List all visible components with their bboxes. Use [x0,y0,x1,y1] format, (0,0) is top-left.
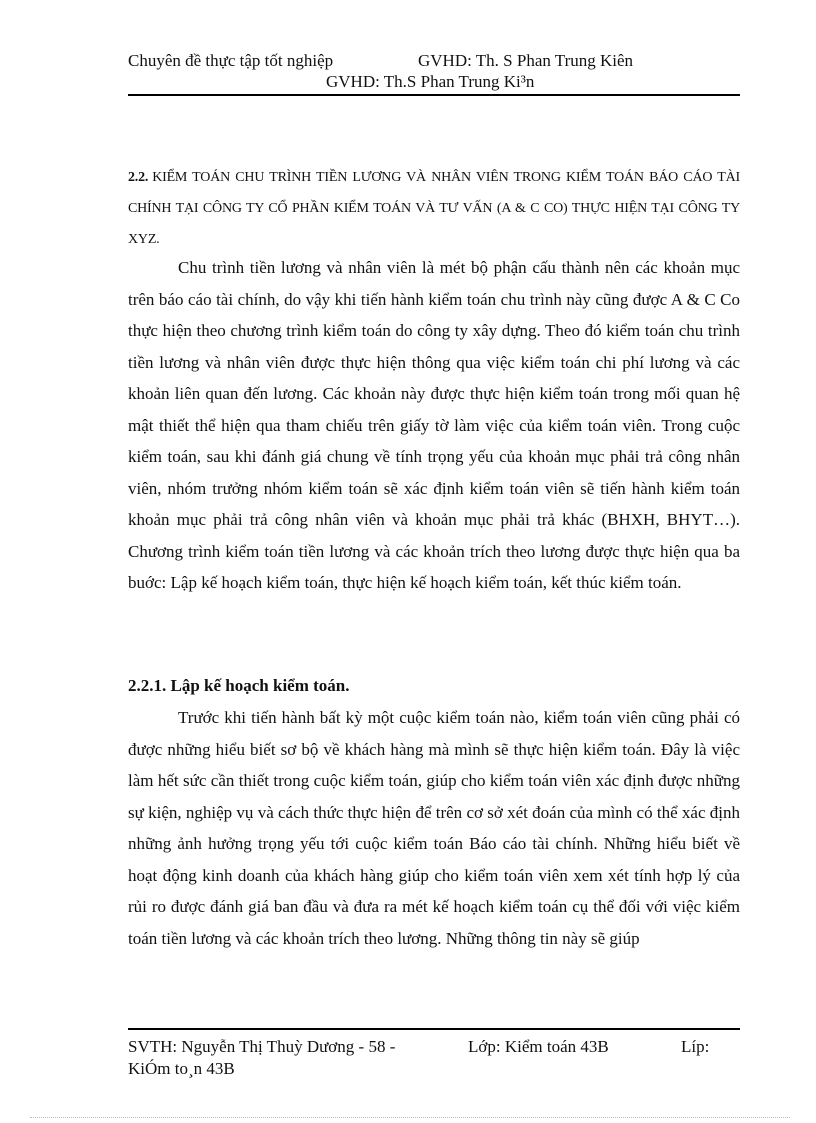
footer-row-2 [128,1058,740,1080]
footer-row-1 [128,1036,740,1058]
section-title: KIỂM TOÁN CHU TRÌNH TIỀN LƯƠNG VÀ NHÂN VIÊN TRONG KIỂM TOÁN BÁO CÁO TÀI CHÍNH TẠI CÔNG TY CỔ PHẦN KIỂM TOÁN VÀ TƯ VẤN (A & C CO) THỰC HIỆN TẠI CÔNG TY XYZ. [128,170,740,247]
body-paragraph-1: Chu trình tiền lương và nhân viên là mét bộ phận cấu thành nên các khoản mục trên báo cáo tài chính, do vậy khi tiến hành kiểm toán chu trình này cũng được A & C Co thực hiện theo chương trình kiểm toán do công ty xây dựng. Theo đó kiểm toán chu trình tiền lương và nhân viên được thực hiện thông qua việc kiểm toán chi phí lương và các khoản liên quan đến lương. Các khoản này được thực hiện kiểm toán trong mối quan hệ mật thiết thể hiện qua tham chiếu trên giấy tờ làm việc của kiểm toán viên. Trong cuộc kiểm toán, sau khi đánh giá chung về tính trọng yếu của khoản mục phải trả công nhân viên, nhóm trưởng nhóm kiểm toán sẽ xác định kiểm toán viên sẽ tiến hành kiểm toán khoản mục phải trả công nhân viên và khoản mục phải trả khác (BHXH, BHYT…). Chương trình kiểm toán tiền lương và các khoản trích theo lương được thực hiện qua ba buớc: Lập kế hoạch kiểm toán, thực hiện kế hoạch kiểm toán, kết thúc kiểm toán. [128,258,740,592]
page-footer [128,1028,740,1080]
header-advisor: GVHD: Th. S Phan Trung Kiên [418,51,634,70]
footer-student: SVTH: Nguyễn Thị Thuỳ Dương - 58 - [128,1037,396,1056]
section-heading [128,162,740,255]
body-paragraph-2: Trước khi tiến hành bất kỳ một cuộc kiểm toán nào, kiểm toán viên cũng phải có được những hiểu biết sơ bộ về khách hàng mà mình sẽ thực hiện kiểm toán. Đây là việc làm hết sức cần thiết trong cuộc kiểm toán, giúp cho kiểm toán viên xác định được những sự kiện, nghiệp vụ và cách thức thực hiện để trên cơ sở xét đoán của mình có thể xác định những ảnh hưởng trọng yếu tới cuộc kiểm toán Báo cáo tài chính. Những hiểu biết về hoạt động kinh doanh của khách hàng giúp cho kiểm toán viên xem xét tính hợp lý của rủi ro được đánh giá ban đầu và đưa ra mét kế hoạch kiểm toán cụ thể đối với việc kiểm toán tiền lương và các khoản trích theo lương. Những thông tin này sẽ giúp [128,708,740,948]
page-header [128,48,740,96]
page-edge-divider [30,1117,790,1118]
footer-class: Lớp: Kiểm toán 43B [468,1037,609,1056]
subsection-heading: 2.2.1. Lập kế hoạch kiểm toán. [128,676,350,695]
section-number: 2.2. [128,170,149,185]
header-advisor-duplicate: GVHD: Th.S Phan Trung Ki³n [326,72,535,91]
header-document-type: Chuyên đề thực tập tốt nghiệp [128,51,334,70]
footer-class-name-garbled: KiÓm to¸n 43B [128,1059,235,1078]
footer-class-label-garbled: Líp: [681,1037,710,1056]
